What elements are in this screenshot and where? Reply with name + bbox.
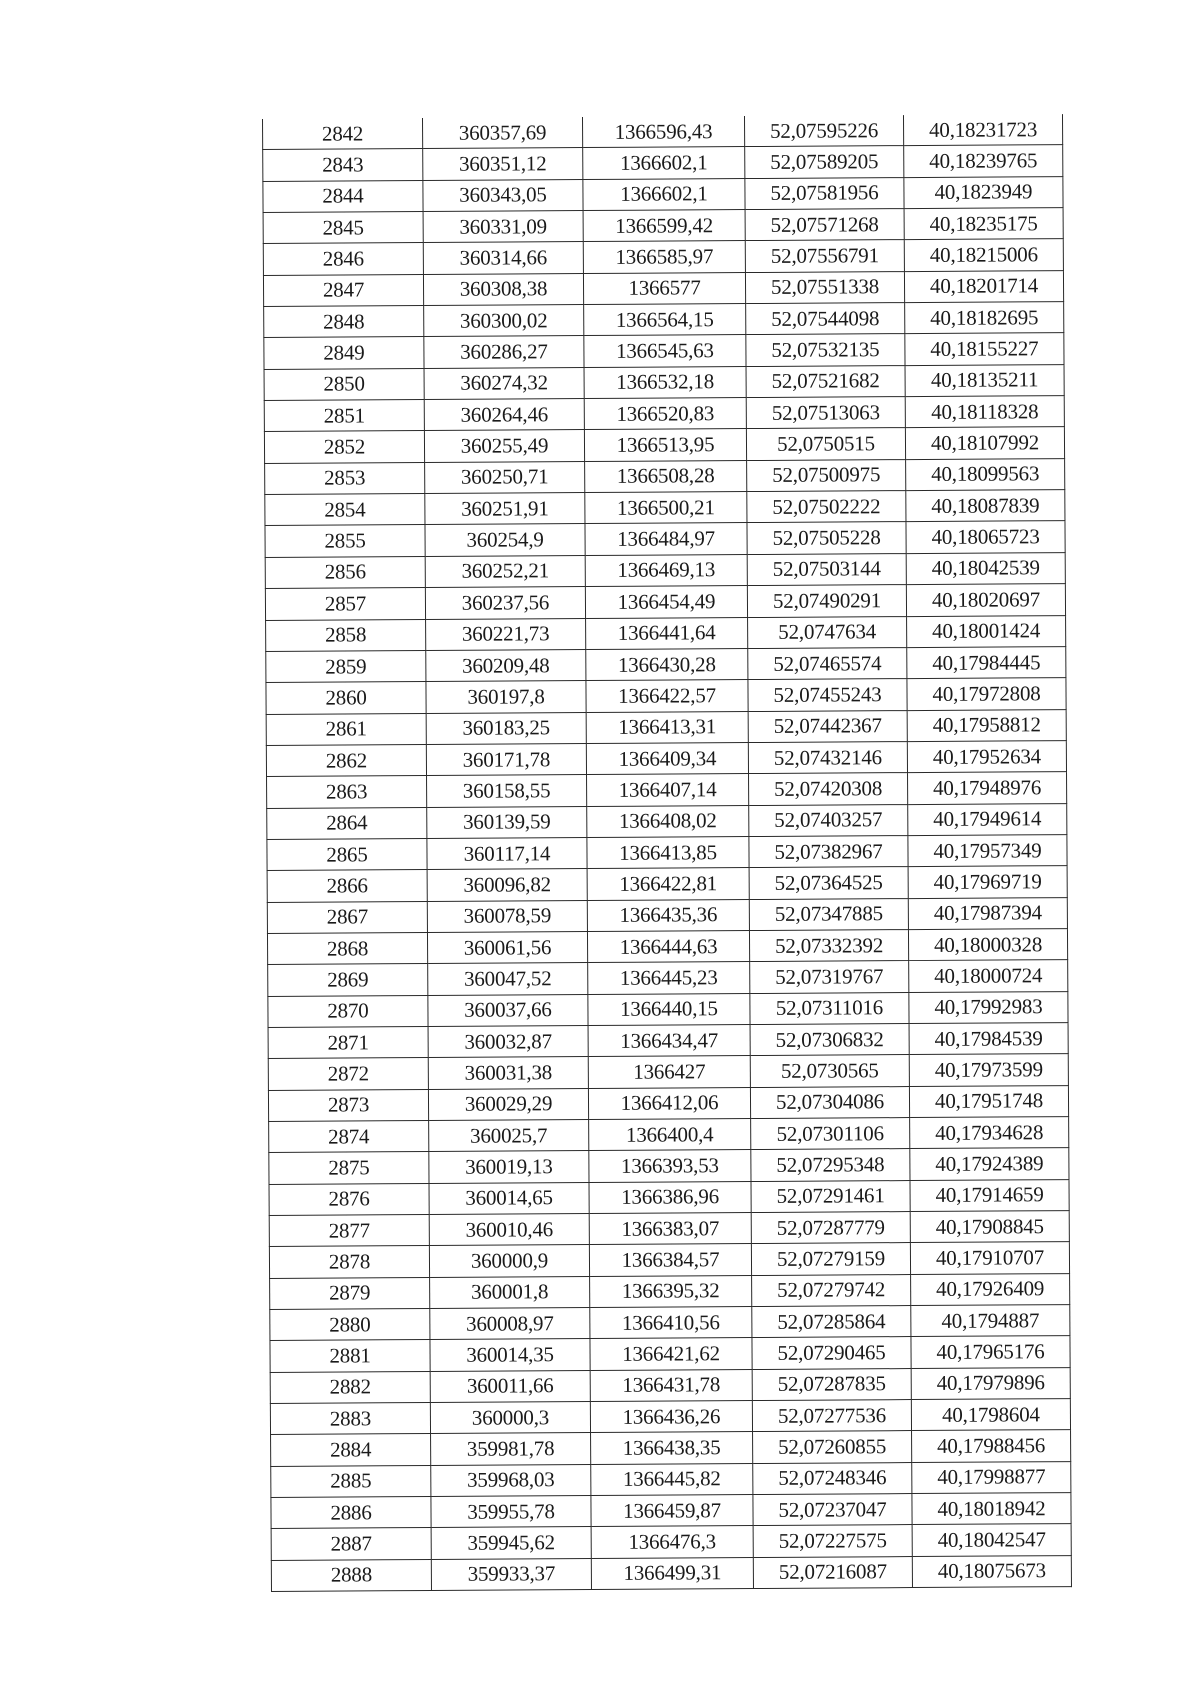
x-coordinate-cell: 360047,52 <box>428 963 588 995</box>
y-coordinate-cell: 1366413,85 <box>587 836 749 868</box>
x-coordinate-cell: 360061,56 <box>427 931 587 963</box>
longitude-cell: 40,18235175 <box>904 208 1063 240</box>
x-coordinate-cell: 360250,71 <box>425 461 585 493</box>
longitude-cell: 40,18099563 <box>906 458 1065 490</box>
x-coordinate-cell: 360010,46 <box>429 1214 589 1246</box>
latitude-cell: 52,07216087 <box>753 1556 912 1588</box>
longitude-cell: 40,18107992 <box>905 427 1064 459</box>
latitude-cell: 52,07248346 <box>753 1462 912 1494</box>
y-coordinate-cell: 1366400,4 <box>589 1119 751 1151</box>
y-coordinate-cell: 1366395,32 <box>590 1275 752 1307</box>
latitude-cell: 52,07279159 <box>751 1243 910 1275</box>
table-row <box>270 1336 1070 1372</box>
y-coordinate-cell: 1366407,14 <box>587 774 749 806</box>
point-number-cell: 2844 <box>263 180 423 212</box>
latitude-cell: 52,0750515 <box>746 428 905 460</box>
point-number-cell: 2842 <box>263 118 423 150</box>
latitude-cell: 52,07432146 <box>748 741 907 773</box>
point-number-cell: 2869 <box>268 964 428 996</box>
point-number-cell: 2852 <box>264 431 424 463</box>
point-number-cell: 2879 <box>270 1277 430 1309</box>
x-coordinate-cell: 360351,12 <box>423 148 583 180</box>
table-row <box>267 803 1067 839</box>
table-row <box>263 114 1063 150</box>
y-coordinate-cell: 1366409,34 <box>586 742 748 774</box>
longitude-cell: 40,18135211 <box>905 364 1064 396</box>
point-number-cell: 2851 <box>264 400 424 432</box>
table-row <box>265 521 1065 557</box>
y-coordinate-cell: 1366476,3 <box>591 1526 753 1558</box>
x-coordinate-cell: 359981,78 <box>431 1433 591 1465</box>
latitude-cell: 52,0747634 <box>748 616 907 648</box>
x-coordinate-cell: 360171,78 <box>426 743 586 775</box>
y-coordinate-cell: 1366435,36 <box>587 899 749 931</box>
latitude-cell: 52,07279742 <box>752 1274 911 1306</box>
y-coordinate-cell: 1366459,87 <box>591 1495 753 1527</box>
y-coordinate-cell: 1366441,64 <box>586 617 748 649</box>
x-coordinate-cell: 360343,05 <box>423 179 583 211</box>
longitude-cell: 40,17926409 <box>911 1273 1070 1305</box>
point-number-cell: 2847 <box>263 274 423 306</box>
table-row <box>263 145 1063 181</box>
x-coordinate-cell: 360255,49 <box>424 430 584 462</box>
x-coordinate-cell: 360237,56 <box>425 587 585 619</box>
table-row <box>266 646 1066 682</box>
longitude-cell: 40,17969719 <box>908 866 1067 898</box>
table-row <box>267 929 1067 965</box>
table-row <box>270 1305 1070 1341</box>
longitude-cell: 40,18001424 <box>907 615 1066 647</box>
y-coordinate-cell: 1366422,57 <box>586 680 748 712</box>
y-coordinate-cell: 1366436,26 <box>590 1401 752 1433</box>
longitude-cell: 40,17984539 <box>909 1023 1068 1055</box>
point-number-cell: 2857 <box>265 588 425 620</box>
longitude-cell: 40,17914659 <box>910 1179 1069 1211</box>
x-coordinate-cell: 360031,38 <box>428 1057 588 1089</box>
latitude-cell: 52,07260855 <box>753 1431 912 1463</box>
x-coordinate-cell: 360252,21 <box>425 555 585 587</box>
point-number-cell: 2846 <box>263 243 423 275</box>
point-number-cell: 2881 <box>270 1340 430 1372</box>
table-row <box>271 1555 1071 1591</box>
table-row <box>267 866 1067 902</box>
longitude-cell: 40,18042547 <box>912 1524 1071 1556</box>
x-coordinate-cell: 360008,97 <box>430 1308 590 1340</box>
table-row <box>269 1242 1069 1278</box>
table-row <box>268 1085 1068 1121</box>
point-number-cell: 2873 <box>268 1089 428 1121</box>
x-coordinate-cell: 360209,48 <box>426 649 586 681</box>
x-coordinate-cell: 360014,65 <box>429 1182 589 1214</box>
y-coordinate-cell: 1366454,49 <box>585 586 747 618</box>
longitude-cell: 40,17965176 <box>911 1336 1070 1368</box>
point-number-cell: 2849 <box>264 337 424 369</box>
longitude-cell: 40,17988456 <box>912 1430 1071 1462</box>
point-number-cell: 2865 <box>267 838 427 870</box>
latitude-cell: 52,07505228 <box>747 522 906 554</box>
longitude-cell: 40,1794887 <box>911 1305 1070 1337</box>
latitude-cell: 52,07382967 <box>749 835 908 867</box>
latitude-cell: 52,07503144 <box>747 553 906 585</box>
point-number-cell: 2878 <box>269 1246 429 1278</box>
y-coordinate-cell: 1366532,18 <box>584 366 746 398</box>
point-number-cell: 2877 <box>269 1215 429 1247</box>
table-row <box>271 1493 1071 1529</box>
longitude-cell: 40,18075673 <box>912 1555 1071 1587</box>
table-row <box>264 396 1064 432</box>
table-row <box>263 176 1063 212</box>
y-coordinate-cell: 1366520,83 <box>584 398 746 430</box>
table-row <box>264 333 1064 369</box>
table-row <box>267 897 1067 933</box>
longitude-cell: 40,17972808 <box>907 678 1066 710</box>
table-row <box>267 835 1067 871</box>
table-row <box>265 552 1065 588</box>
table-row <box>271 1430 1071 1466</box>
x-coordinate-cell: 360158,55 <box>427 775 587 807</box>
x-coordinate-cell: 360011,66 <box>430 1370 590 1402</box>
latitude-cell: 52,07442367 <box>748 710 907 742</box>
y-coordinate-cell: 1366434,47 <box>588 1025 750 1057</box>
y-coordinate-cell: 1366545,63 <box>584 335 746 367</box>
latitude-cell: 52,07403257 <box>749 804 908 836</box>
latitude-cell: 52,07227575 <box>753 1525 912 1557</box>
point-number-cell: 2874 <box>269 1121 429 1153</box>
table-row <box>269 1148 1069 1184</box>
point-number-cell: 2864 <box>267 807 427 839</box>
longitude-cell: 40,18000724 <box>909 960 1068 992</box>
longitude-cell: 40,18201714 <box>904 270 1063 302</box>
y-coordinate-cell: 1366602,1 <box>583 178 745 210</box>
point-number-cell: 2867 <box>267 901 427 933</box>
x-coordinate-cell: 360254,9 <box>425 524 585 556</box>
y-coordinate-cell: 1366577 <box>583 272 745 304</box>
y-coordinate-cell: 1366508,28 <box>585 460 747 492</box>
x-coordinate-cell: 360251,91 <box>425 493 585 525</box>
table-row <box>269 1211 1069 1247</box>
y-coordinate-cell: 1366386,96 <box>589 1181 751 1213</box>
x-coordinate-cell: 359955,78 <box>431 1496 591 1528</box>
latitude-cell: 52,07291461 <box>751 1180 910 1212</box>
table-row <box>270 1367 1070 1403</box>
point-number-cell: 2860 <box>266 682 426 714</box>
y-coordinate-cell: 1366513,95 <box>584 429 746 461</box>
table-row <box>268 991 1068 1027</box>
latitude-cell: 52,07544098 <box>746 303 905 335</box>
y-coordinate-cell: 1366585,97 <box>583 241 745 273</box>
point-number-cell: 2866 <box>267 870 427 902</box>
x-coordinate-cell: 359945,62 <box>431 1527 591 1559</box>
latitude-cell: 52,07311016 <box>750 992 909 1024</box>
x-coordinate-cell: 360078,59 <box>427 900 587 932</box>
longitude-cell: 40,17973599 <box>909 1054 1068 1086</box>
longitude-cell: 40,17949614 <box>908 803 1067 835</box>
y-coordinate-cell: 1366421,62 <box>590 1338 752 1370</box>
table-row <box>266 678 1066 714</box>
x-coordinate-cell: 359968,03 <box>431 1464 591 1496</box>
latitude-cell: 52,07347885 <box>749 898 908 930</box>
latitude-cell: 52,07295348 <box>751 1149 910 1181</box>
longitude-cell: 40,17992983 <box>909 991 1068 1023</box>
latitude-cell: 52,07490291 <box>747 585 906 617</box>
point-number-cell: 2858 <box>266 619 426 651</box>
x-coordinate-cell: 360014,35 <box>430 1339 590 1371</box>
point-number-cell: 2884 <box>271 1434 431 1466</box>
y-coordinate-cell: 1366393,53 <box>589 1150 751 1182</box>
longitude-cell: 40,1798604 <box>911 1399 1070 1431</box>
point-number-cell: 2862 <box>266 744 426 776</box>
point-number-cell: 2872 <box>268 1058 428 1090</box>
x-coordinate-cell: 360331,09 <box>423 211 583 243</box>
point-number-cell: 2883 <box>270 1403 430 1435</box>
longitude-cell: 40,1823949 <box>904 176 1063 208</box>
point-number-cell: 2854 <box>265 494 425 526</box>
latitude-cell: 52,07581956 <box>745 177 904 209</box>
longitude-cell: 40,18065723 <box>906 521 1065 553</box>
latitude-cell: 52,07287835 <box>752 1368 911 1400</box>
longitude-cell: 40,17910707 <box>910 1242 1069 1274</box>
y-coordinate-cell: 1366484,97 <box>585 523 747 555</box>
point-number-cell: 2859 <box>266 650 426 682</box>
table-row <box>271 1461 1071 1497</box>
longitude-cell: 40,18239765 <box>904 145 1063 177</box>
table-row <box>265 490 1065 526</box>
table-row <box>265 584 1065 620</box>
table-row <box>266 615 1066 651</box>
y-coordinate-cell: 1366445,82 <box>591 1463 753 1495</box>
point-number-cell: 2850 <box>264 368 424 400</box>
x-coordinate-cell: 360037,66 <box>428 994 588 1026</box>
x-coordinate-cell: 360001,8 <box>430 1276 590 1308</box>
point-number-cell: 2876 <box>269 1183 429 1215</box>
latitude-cell: 52,07306832 <box>750 1024 909 1056</box>
latitude-cell: 52,07290465 <box>752 1337 911 1369</box>
x-coordinate-cell: 360197,8 <box>426 681 586 713</box>
x-coordinate-cell: 360357,69 <box>422 117 582 149</box>
point-number-cell: 2887 <box>271 1528 431 1560</box>
x-coordinate-cell: 360264,46 <box>424 399 584 431</box>
y-coordinate-cell: 1366410,56 <box>590 1307 752 1339</box>
x-coordinate-cell: 360032,87 <box>428 1025 588 1057</box>
latitude-cell: 52,07277536 <box>752 1400 911 1432</box>
latitude-cell: 52,07500975 <box>747 459 906 491</box>
table-row <box>266 709 1066 745</box>
y-coordinate-cell: 1366602,1 <box>583 147 745 179</box>
y-coordinate-cell: 1366412,06 <box>588 1087 750 1119</box>
y-coordinate-cell: 1366431,78 <box>590 1369 752 1401</box>
x-coordinate-cell: 360221,73 <box>426 618 586 650</box>
latitude-cell: 52,07465574 <box>748 647 907 679</box>
latitude-cell: 52,07521682 <box>746 365 905 397</box>
x-coordinate-cell: 360274,32 <box>424 367 584 399</box>
table-row <box>265 458 1065 494</box>
y-coordinate-cell: 1366444,63 <box>587 930 749 962</box>
latitude-cell: 52,07532135 <box>746 334 905 366</box>
latitude-cell: 52,07285864 <box>752 1306 911 1338</box>
latitude-cell: 52,07287779 <box>751 1212 910 1244</box>
latitude-cell: 52,0730565 <box>750 1055 909 1087</box>
point-number-cell: 2863 <box>267 776 427 808</box>
longitude-cell: 40,17984445 <box>907 646 1066 678</box>
point-number-cell: 2885 <box>271 1465 431 1497</box>
y-coordinate-cell: 1366469,13 <box>585 554 747 586</box>
x-coordinate-cell: 360117,14 <box>427 837 587 869</box>
latitude-cell: 52,07364525 <box>749 867 908 899</box>
y-coordinate-cell: 1366430,28 <box>586 648 748 680</box>
latitude-cell: 52,07571268 <box>745 209 904 241</box>
table-row <box>264 427 1064 463</box>
table-row <box>263 239 1063 275</box>
y-coordinate-cell: 1366422,81 <box>587 868 749 900</box>
y-coordinate-cell: 1366438,35 <box>591 1432 753 1464</box>
coordinate-table <box>262 114 1072 1592</box>
longitude-cell: 40,17998877 <box>912 1461 1071 1493</box>
x-coordinate-cell: 360314,66 <box>423 242 583 274</box>
point-number-cell: 2848 <box>264 306 424 338</box>
x-coordinate-cell: 360029,29 <box>428 1088 588 1120</box>
point-number-cell: 2853 <box>265 462 425 494</box>
longitude-cell: 40,17924389 <box>910 1148 1069 1180</box>
y-coordinate-cell: 1366383,07 <box>589 1213 751 1245</box>
y-coordinate-cell: 1366596,43 <box>582 116 744 148</box>
point-number-cell: 2856 <box>265 556 425 588</box>
longitude-cell: 40,17934628 <box>910 1117 1069 1149</box>
latitude-cell: 52,07332392 <box>749 930 908 962</box>
latitude-cell: 52,07502222 <box>747 491 906 523</box>
longitude-cell: 40,18000328 <box>908 929 1067 961</box>
point-number-cell: 2880 <box>270 1309 430 1341</box>
point-number-cell: 2861 <box>266 713 426 745</box>
longitude-cell: 40,17948976 <box>908 772 1067 804</box>
point-number-cell: 2868 <box>267 932 427 964</box>
table-row <box>263 270 1063 306</box>
latitude-cell: 52,07455243 <box>748 679 907 711</box>
x-coordinate-cell: 360096,82 <box>427 869 587 901</box>
table-row <box>266 740 1066 776</box>
table-row <box>269 1117 1069 1153</box>
latitude-cell: 52,07595226 <box>744 115 903 147</box>
y-coordinate-cell: 1366499,31 <box>591 1557 753 1589</box>
table-row <box>270 1399 1070 1435</box>
table-row <box>269 1179 1069 1215</box>
longitude-cell: 40,17908845 <box>910 1211 1069 1243</box>
y-coordinate-cell: 1366445,23 <box>588 962 750 994</box>
table-row <box>268 1054 1068 1090</box>
latitude-cell: 52,07319767 <box>750 961 909 993</box>
x-coordinate-cell: 359933,37 <box>431 1558 591 1590</box>
longitude-cell: 40,18231723 <box>903 114 1062 146</box>
longitude-cell: 40,18215006 <box>904 239 1063 271</box>
point-number-cell: 2886 <box>271 1497 431 1529</box>
table-row <box>268 960 1068 996</box>
x-coordinate-cell: 360300,02 <box>424 305 584 337</box>
table-row <box>270 1273 1070 1309</box>
point-number-cell: 2882 <box>270 1371 430 1403</box>
longitude-cell: 40,18087839 <box>906 490 1065 522</box>
latitude-cell: 52,07237047 <box>753 1494 912 1526</box>
table-row <box>267 772 1067 808</box>
latitude-cell: 52,07304086 <box>750 1086 909 1118</box>
longitude-cell: 40,17951748 <box>909 1085 1068 1117</box>
y-coordinate-cell: 1366440,15 <box>588 993 750 1025</box>
table-row <box>271 1524 1071 1560</box>
longitude-cell: 40,17958812 <box>907 709 1066 741</box>
latitude-cell: 52,07513063 <box>746 397 905 429</box>
latitude-cell: 52,07551338 <box>745 271 904 303</box>
x-coordinate-cell: 360019,13 <box>429 1151 589 1183</box>
table-row <box>263 208 1063 244</box>
table-row <box>264 302 1064 338</box>
point-number-cell: 2870 <box>268 995 428 1027</box>
y-coordinate-cell: 1366564,15 <box>584 304 746 336</box>
longitude-cell: 40,18118328 <box>905 396 1064 428</box>
longitude-cell: 40,18182695 <box>905 302 1064 334</box>
x-coordinate-cell: 360000,3 <box>430 1402 590 1434</box>
x-coordinate-cell: 360025,7 <box>429 1120 589 1152</box>
table-row <box>268 1023 1068 1059</box>
y-coordinate-cell: 1366599,42 <box>583 210 745 242</box>
x-coordinate-cell: 360183,25 <box>426 712 586 744</box>
y-coordinate-cell: 1366413,31 <box>586 711 748 743</box>
longitude-cell: 40,18018942 <box>912 1493 1071 1525</box>
longitude-cell: 40,17987394 <box>908 897 1067 929</box>
y-coordinate-cell: 1366384,57 <box>589 1244 751 1276</box>
point-number-cell: 2855 <box>265 525 425 557</box>
longitude-cell: 40,17952634 <box>907 740 1066 772</box>
latitude-cell: 52,07556791 <box>745 240 904 272</box>
longitude-cell: 40,18042539 <box>906 552 1065 584</box>
x-coordinate-cell: 360308,38 <box>423 273 583 305</box>
y-coordinate-cell: 1366500,21 <box>585 492 747 524</box>
x-coordinate-cell: 360000,9 <box>429 1245 589 1277</box>
y-coordinate-cell: 1366408,02 <box>587 805 749 837</box>
x-coordinate-cell: 360139,59 <box>427 806 587 838</box>
latitude-cell: 52,07420308 <box>749 773 908 805</box>
y-coordinate-cell: 1366427 <box>588 1056 750 1088</box>
longitude-cell: 40,17979896 <box>911 1367 1070 1399</box>
table-row <box>264 364 1064 400</box>
point-number-cell: 2875 <box>269 1152 429 1184</box>
point-number-cell: 2871 <box>268 1026 428 1058</box>
coordinate-table-body <box>263 114 1072 1592</box>
latitude-cell: 52,07589205 <box>745 146 904 178</box>
longitude-cell: 40,18155227 <box>905 333 1064 365</box>
point-number-cell: 2843 <box>263 149 423 181</box>
longitude-cell: 40,17957349 <box>908 835 1067 867</box>
longitude-cell: 40,18020697 <box>906 584 1065 616</box>
x-coordinate-cell: 360286,27 <box>424 336 584 368</box>
point-number-cell: 2845 <box>263 212 423 244</box>
point-number-cell: 2888 <box>271 1559 431 1591</box>
latitude-cell: 52,07301106 <box>751 1118 910 1150</box>
